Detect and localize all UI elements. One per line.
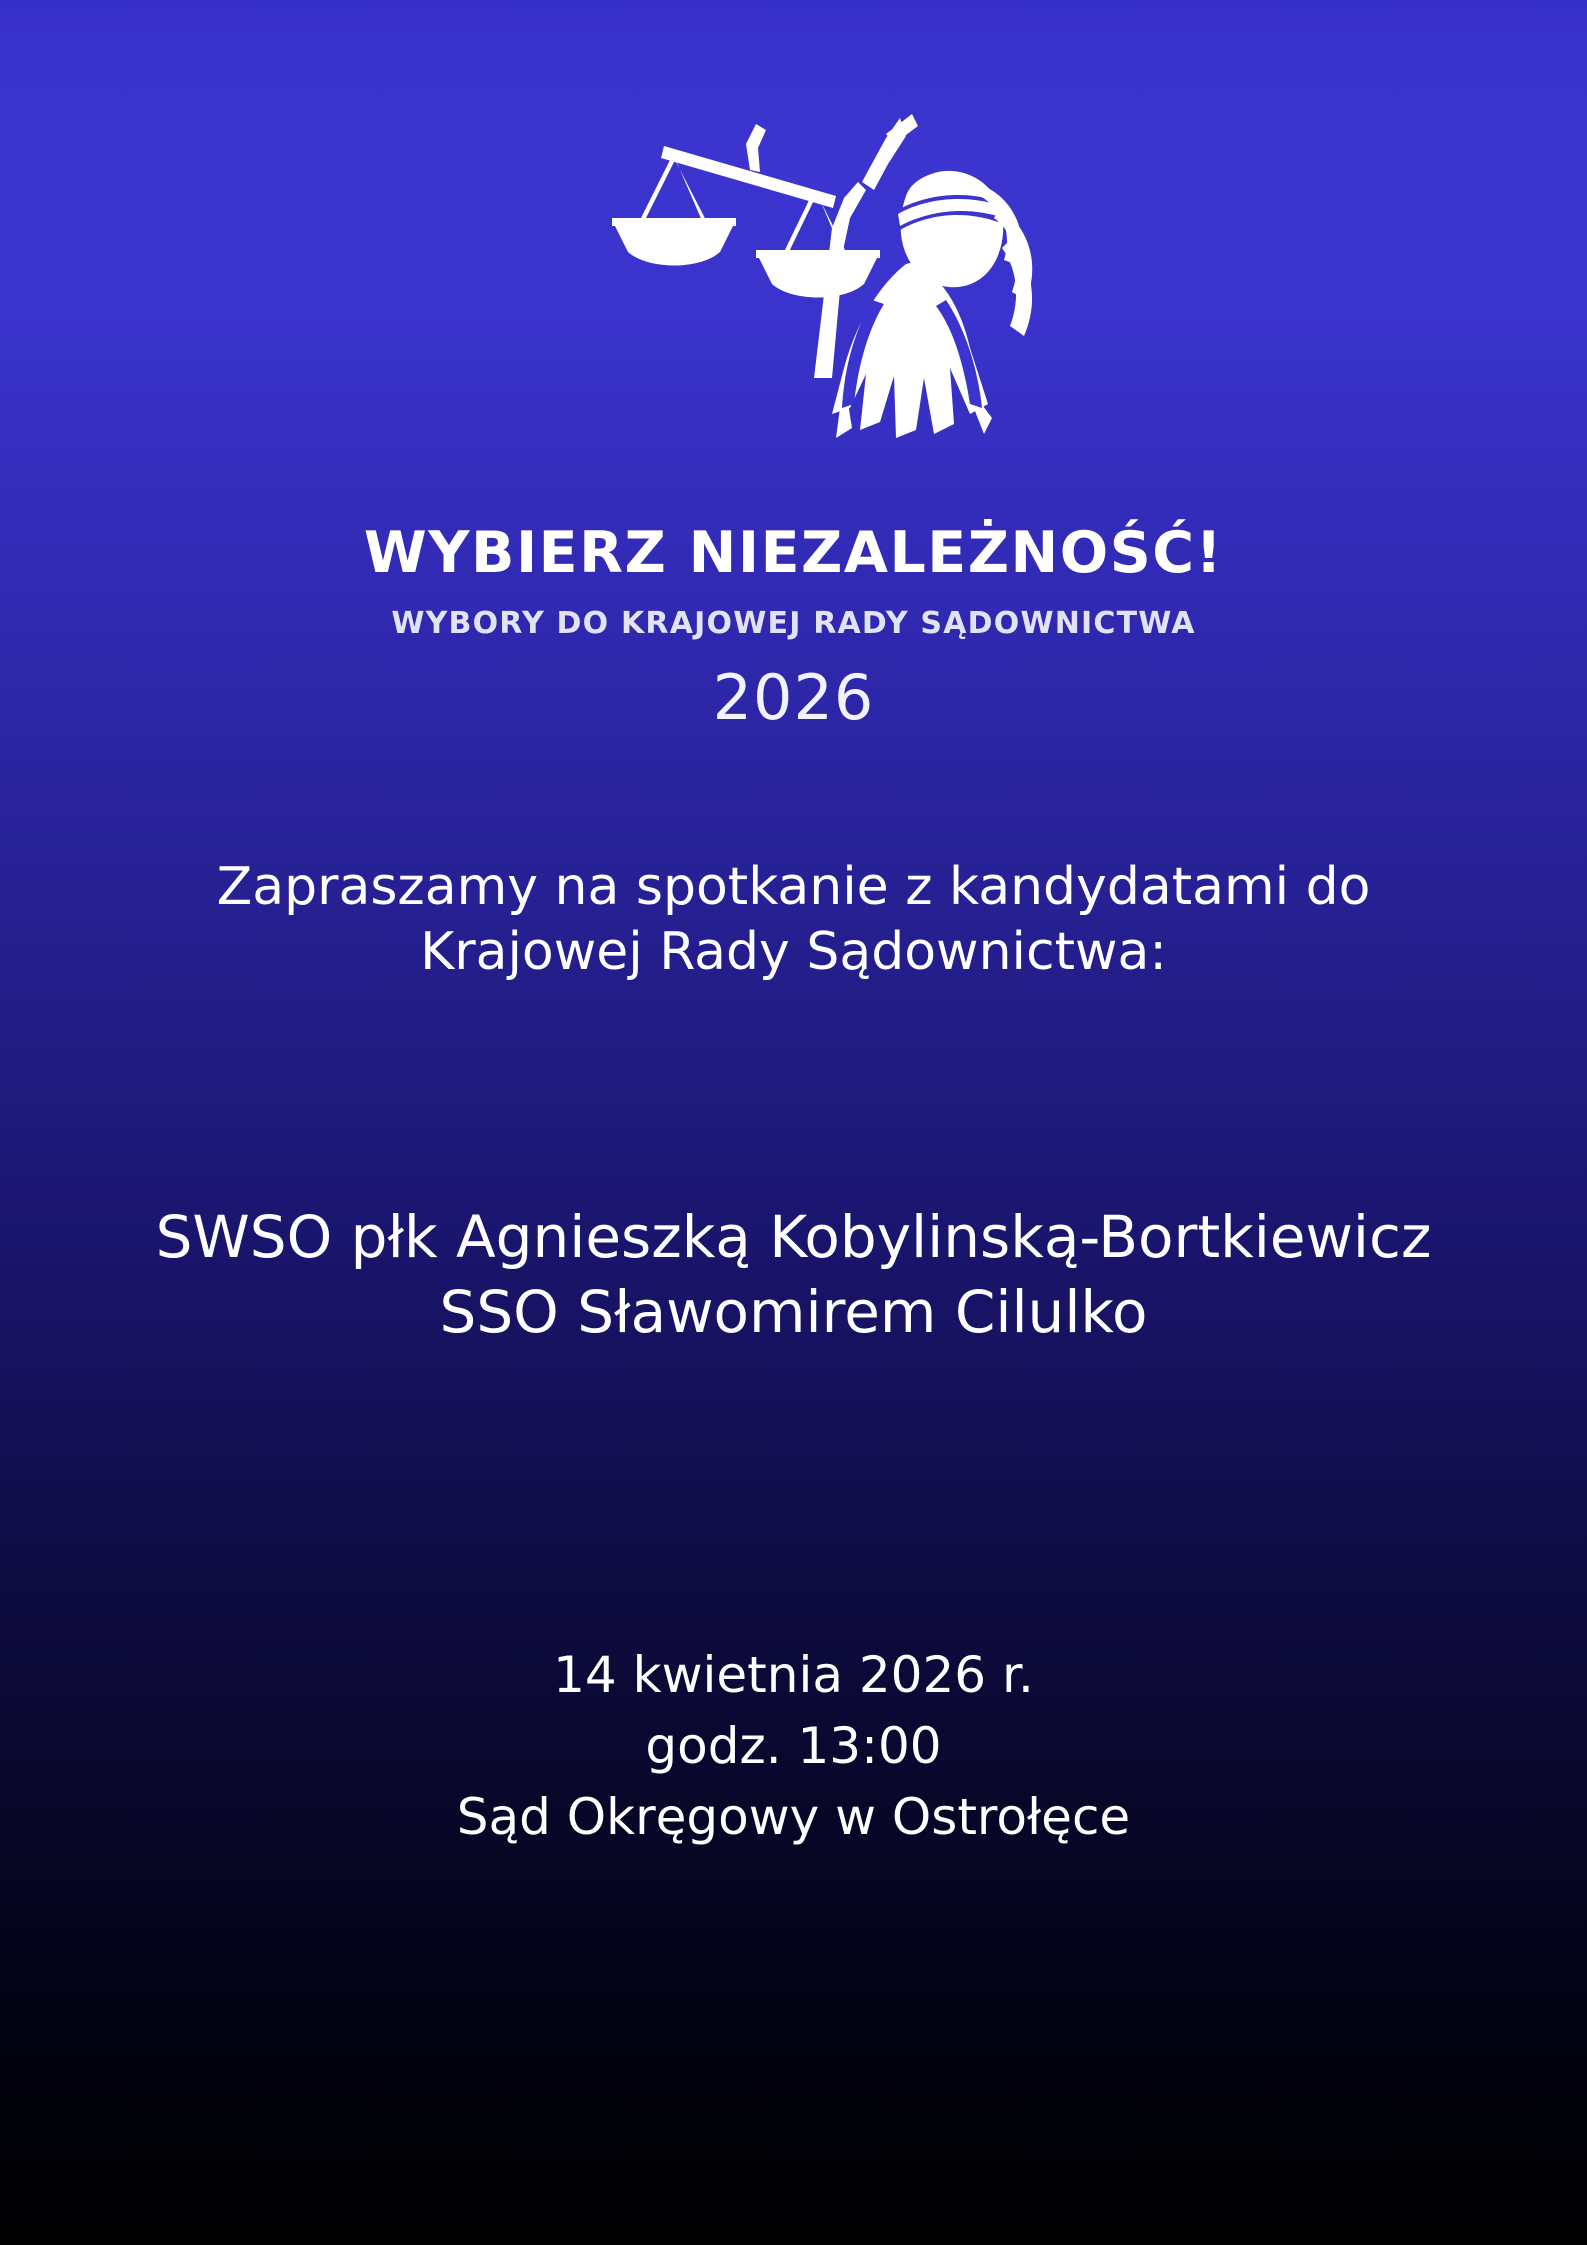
candidates-list — [30, 1200, 1557, 1351]
logo-block — [0, 78, 1587, 734]
invitation-line-1: Zapraszamy na spotkanie z kandydatami do — [216, 857, 1371, 917]
event-date: 14 kwietnia 2026 r. — [553, 1646, 1034, 1704]
invitation-line-2: Krajowej Rady Sądownictwa: — [420, 922, 1167, 982]
candidate-2: SSO Sławomirem Cilulko — [439, 1278, 1148, 1347]
event-time: godz. 13:00 — [645, 1717, 942, 1775]
logo-subtitle: WYBORY DO KRAJOWEJ RADY SĄDOWNICTWA — [391, 605, 1196, 641]
logo-title: WYBIERZ NIEZALEŻNOŚĆ! — [363, 520, 1224, 586]
event-place: Sąd Okręgowy w Ostrołęce — [456, 1788, 1131, 1846]
event-details — [60, 1640, 1527, 1853]
logo-year: 2026 — [712, 660, 875, 734]
invitation-text — [70, 855, 1517, 985]
candidate-1: SWSO płk Agnieszką Kobylinską-Bortkiewicz — [155, 1203, 1432, 1271]
lady-justice-scales-icon — [514, 78, 1074, 518]
